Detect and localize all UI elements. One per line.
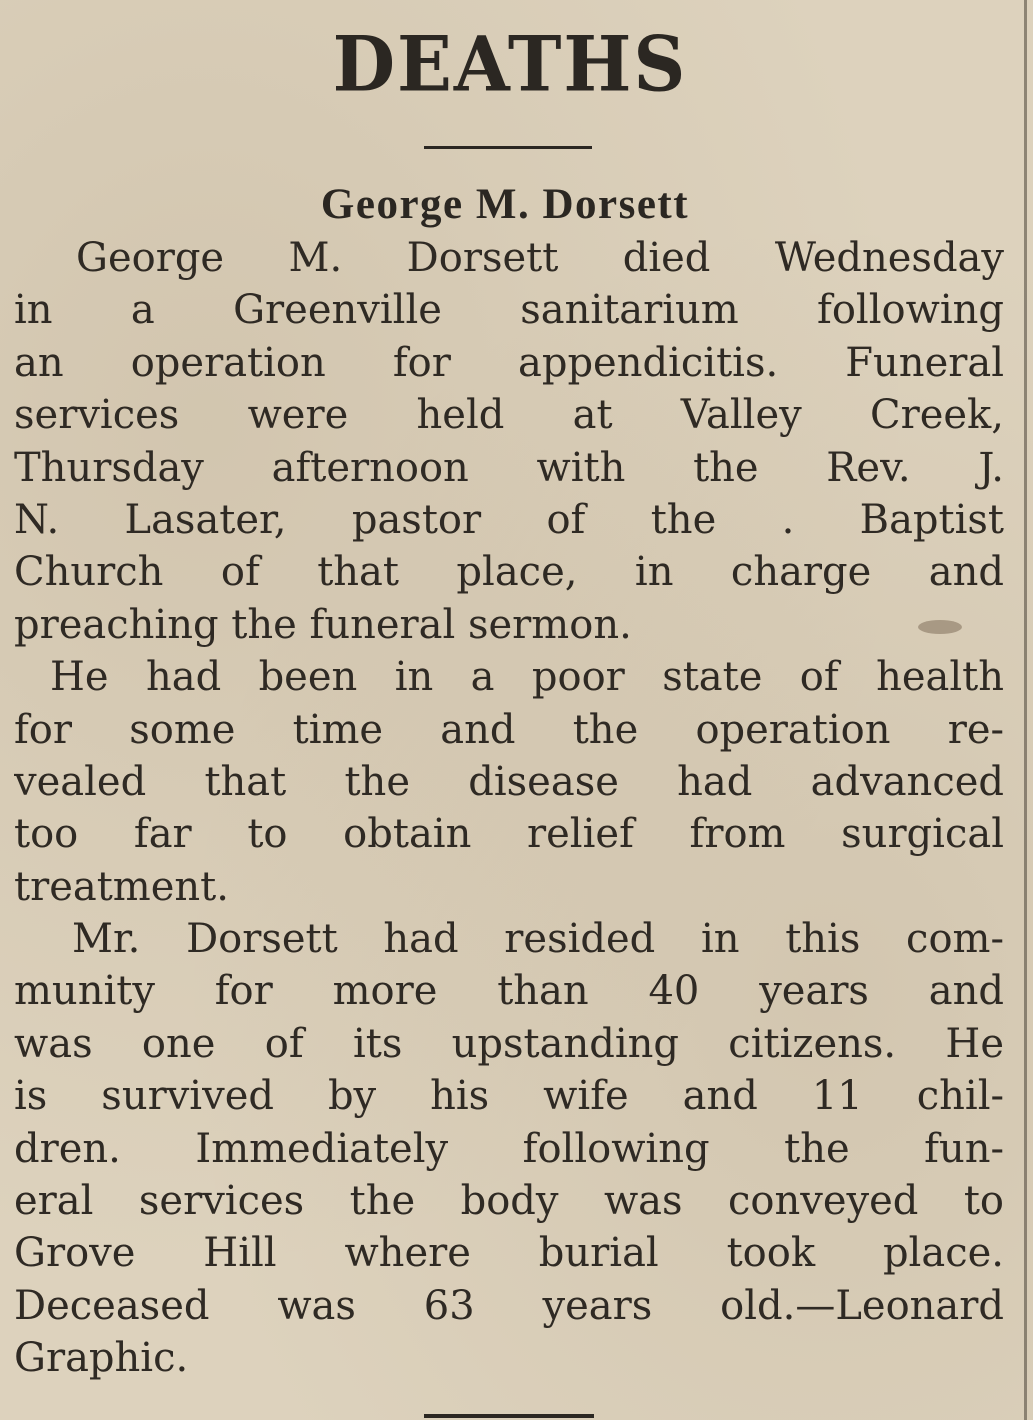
body-line: in a Greenville sanitarium following [14,287,1004,334]
body-line: Graphic. [14,1335,189,1382]
body-line: Grove Hill where burial took place. [14,1230,1004,1277]
body-line: dren. Immediately following the fun- [14,1125,1004,1172]
section-headline: DEATHS [332,18,688,109]
body-line: munity for more than 40 years and [14,968,1004,1015]
body-line: too far to obtain relief from surgical [14,811,1004,858]
bottom-divider [424,1414,594,1418]
body-line: preaching the funeral sermon. [14,601,632,648]
body-line: George M. Dorsett died Wednesday [76,235,1004,281]
body-line: Deceased was 63 years old.—Leonard [14,1282,1004,1329]
body-line: eral services the body was conveyed to [14,1178,1004,1225]
body-line: He had been in a poor state of health [50,654,1004,701]
headline-divider [424,146,592,149]
ink-smudge [918,620,962,634]
obituary-body [14,232,1004,1385]
body-line: treatment. [14,863,229,910]
body-line: services were held at Valley Creek, [14,392,1004,439]
body-line: Mr. Dorsett had resided in this com- [72,916,1004,963]
body-line: an operation for appendicitis. Funeral [14,339,1004,386]
body-line: N. Lasater, pastor of the . Baptist [14,496,1004,543]
body-line: is survived by his wife and 11 chil- [14,1073,1004,1120]
body-line: vealed that the disease had advanced [14,758,1004,805]
obituary-name-heading: George M. Dorsett [320,181,690,228]
body-line: Church of that place, in charge and [14,549,1004,596]
body-line: for some time and the operation re- [14,706,1004,753]
column-rule [1024,0,1027,1420]
body-line: Thursday afternoon with the Rev. J. [14,444,1004,491]
body-line: was one of its upstanding citizens. He [14,1020,1004,1067]
